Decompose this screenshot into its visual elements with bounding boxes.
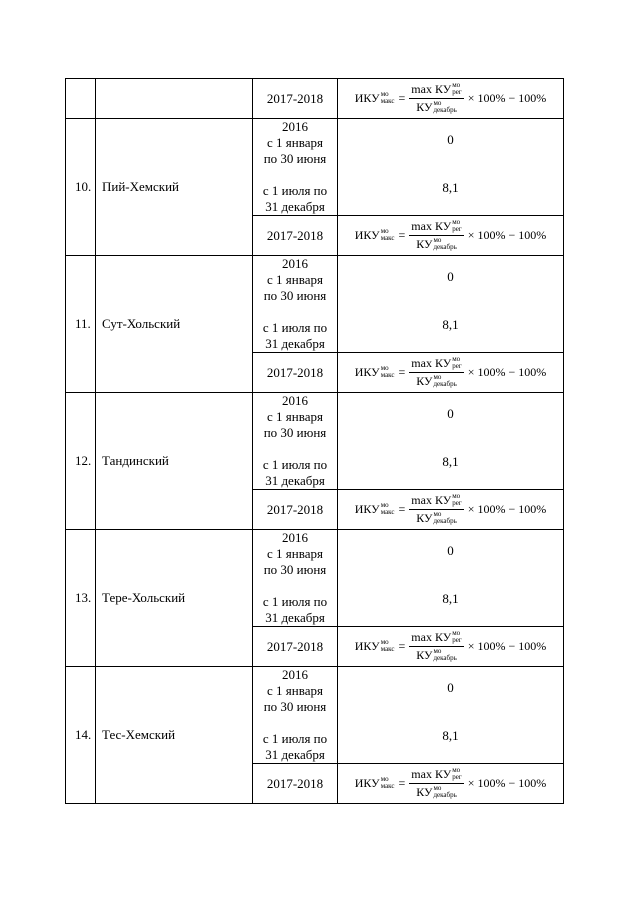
- period-cell: [253, 667, 338, 764]
- formula-denominator-text: КУ: [416, 785, 433, 799]
- formula-denominator-sup: мо: [433, 784, 442, 792]
- formula-denominator-sub: декабрь: [433, 106, 457, 114]
- formula-numerator-sup: мо: [452, 218, 461, 226]
- formula-lhs-indices: [381, 365, 395, 379]
- row-number-cell: [66, 256, 96, 393]
- formula-numerator-sub: рег: [452, 636, 462, 644]
- value-cell: [338, 393, 564, 490]
- formula-lhs: [355, 365, 395, 380]
- max-index-formula: [338, 82, 563, 115]
- formula-denominator-indices: [433, 511, 456, 525]
- formula-fraction: [409, 219, 463, 252]
- value-second-half: 8,1: [442, 180, 459, 195]
- tariff-table-body: [66, 79, 564, 804]
- formula-numerator: [409, 219, 463, 236]
- formula-numerator-indices: [452, 767, 461, 781]
- period-from-line2: по 30 июня: [263, 151, 327, 166]
- formula-fraction: [409, 767, 463, 800]
- year-range-cell: 2017-2018: [253, 764, 338, 804]
- formula-numerator-sup: мо: [452, 492, 461, 500]
- period-from-line1: с 1 января: [267, 409, 323, 424]
- formula-numerator-text: max КУ: [411, 767, 452, 781]
- formula-numerator-indices: [452, 493, 461, 507]
- formula-tail: × 100% − 100%: [467, 639, 547, 653]
- table-row: [66, 256, 564, 353]
- formula-lhs: [355, 228, 395, 243]
- formula-denominator-sup: мо: [433, 647, 442, 655]
- tariff-table: [65, 78, 564, 804]
- formula-numerator-text: max КУ: [411, 630, 452, 644]
- formula-lhs-sup: мо: [380, 638, 389, 646]
- value-first-half: 0: [447, 543, 454, 558]
- formula-numerator: [409, 356, 463, 373]
- formula-numerator: [409, 767, 463, 784]
- row-number-cell: [66, 667, 96, 804]
- year-range-cell: 2017-2018: [253, 490, 338, 530]
- district-name-cell: [96, 119, 253, 256]
- formula-denominator-sup: мо: [433, 373, 442, 381]
- period-from-line1: с 1 января: [267, 272, 323, 287]
- period-from-line1: с 1 января: [267, 683, 323, 698]
- value-cell: [338, 530, 564, 627]
- formula-fraction: [409, 630, 463, 663]
- formula-numerator-sup: мо: [452, 629, 461, 637]
- district-name: Пий-Хемский: [102, 179, 180, 194]
- period-from-line2: по 30 июня: [263, 425, 327, 440]
- row-number-cell: [66, 79, 96, 119]
- formula-denominator-text: КУ: [416, 237, 433, 251]
- period-year: 2016: [282, 530, 308, 545]
- formula-lhs-indices: [381, 502, 395, 516]
- formula-fraction: [409, 493, 463, 526]
- formula-equals: =: [398, 639, 406, 653]
- formula-tail: × 100% − 100%: [467, 502, 547, 516]
- formula-denominator: [416, 99, 457, 115]
- formula-numerator-text: max КУ: [411, 219, 452, 233]
- period-to-line1: с 1 июля по: [262, 731, 328, 746]
- formula-lhs-text: ИКУ: [354, 228, 380, 242]
- period-cell: [253, 256, 338, 353]
- period-to-line2: 31 декабря: [265, 747, 325, 762]
- formula-equals: =: [398, 776, 406, 790]
- period-to-line2: 31 декабря: [265, 610, 325, 625]
- value-second-half: 8,1: [442, 317, 459, 332]
- formula-denominator-indices: [433, 237, 456, 251]
- district-name-cell: [96, 530, 253, 667]
- value-second-half: 8,1: [442, 728, 459, 743]
- table-row: [66, 119, 564, 216]
- period-year: 2016: [282, 667, 308, 682]
- formula-denominator: [416, 373, 457, 389]
- formula-lhs: [355, 502, 395, 517]
- period-to-line2: 31 декабря: [265, 336, 325, 351]
- year-range-cell: 2017-2018: [253, 627, 338, 667]
- formula-denominator-text: КУ: [416, 511, 433, 525]
- value-first-half: 0: [447, 680, 454, 695]
- formula-lhs-sup: мо: [380, 227, 389, 235]
- formula-denominator-text: КУ: [416, 374, 433, 388]
- formula-denominator-indices: [433, 648, 456, 662]
- value-cell: [338, 256, 564, 353]
- formula-numerator-sub: рег: [452, 773, 462, 781]
- formula-cell: [338, 490, 564, 530]
- table-row: [66, 79, 564, 119]
- formula-denominator-text: КУ: [416, 100, 433, 114]
- period-gap: [253, 578, 337, 594]
- year-range-cell: 2017-2018: [253, 216, 338, 256]
- formula-lhs-sub: макс: [380, 97, 395, 105]
- formula-tail: × 100% − 100%: [467, 228, 547, 242]
- formula-cell: [338, 353, 564, 393]
- period-to-line1: с 1 июля по: [262, 183, 328, 198]
- period-year: 2016: [282, 393, 308, 408]
- formula-lhs-sup: мо: [380, 501, 389, 509]
- period-gap: [253, 167, 337, 183]
- formula-equals: =: [398, 502, 406, 516]
- year-range-cell: 2017-2018: [253, 353, 338, 393]
- max-index-formula: [338, 219, 563, 252]
- formula-numerator-indices: [452, 219, 461, 233]
- formula-denominator: [416, 784, 457, 800]
- formula-lhs-sub: макс: [380, 234, 395, 242]
- formula-numerator-sub: рег: [452, 225, 462, 233]
- formula-numerator-text: max КУ: [411, 82, 452, 96]
- value-first-half: 0: [447, 406, 454, 421]
- formula-numerator: [409, 630, 463, 647]
- formula-lhs-sub: макс: [380, 645, 395, 653]
- formula-lhs-sup: мо: [380, 775, 389, 783]
- formula-numerator-indices: [452, 356, 461, 370]
- table-row: [66, 667, 564, 764]
- formula-numerator-indices: [452, 630, 461, 644]
- formula-lhs-indices: [381, 639, 395, 653]
- district-name-cell: [96, 393, 253, 530]
- value-first-half: 0: [447, 269, 454, 284]
- row-number-cell: [66, 530, 96, 667]
- formula-cell: [338, 216, 564, 256]
- period-gap: [253, 441, 337, 457]
- period-from-line2: по 30 июня: [263, 288, 327, 303]
- row-number: 13.: [75, 590, 92, 605]
- formula-lhs-indices: [381, 228, 395, 242]
- formula-denominator: [416, 510, 457, 526]
- period-to-line1: с 1 июля по: [262, 457, 328, 472]
- period-gap: [253, 304, 337, 320]
- formula-denominator-sup: мо: [433, 99, 442, 107]
- formula-lhs: [355, 91, 395, 106]
- formula-lhs-text: ИКУ: [354, 639, 380, 653]
- period-cell: [253, 393, 338, 490]
- formula-equals: =: [398, 228, 406, 242]
- max-index-formula: [338, 630, 563, 663]
- formula-denominator-sub: декабрь: [433, 517, 457, 525]
- formula-lhs-text: ИКУ: [354, 776, 380, 790]
- district-name: Тере-Хольский: [102, 590, 186, 605]
- row-number: 11.: [75, 316, 91, 331]
- formula-denominator-sup: мо: [433, 236, 442, 244]
- formula-cell: [338, 764, 564, 804]
- max-index-formula: [338, 493, 563, 526]
- formula-denominator-sub: декабрь: [433, 243, 457, 251]
- period-to-line2: 31 декабря: [265, 473, 325, 488]
- value-cell: [338, 119, 564, 216]
- formula-lhs-indices: [381, 91, 395, 105]
- formula-cell: [338, 79, 564, 119]
- row-number-cell: [66, 119, 96, 256]
- row-number-cell: [66, 393, 96, 530]
- district-name: Тандинский: [102, 453, 169, 468]
- formula-lhs-text: ИКУ: [354, 91, 380, 105]
- formula-numerator-sub: рег: [452, 88, 462, 96]
- formula-denominator: [416, 647, 457, 663]
- max-index-formula: [338, 356, 563, 389]
- period-from-line2: по 30 июня: [263, 562, 327, 577]
- district-name-cell: [96, 256, 253, 393]
- year-range-cell: 2017-2018: [253, 79, 338, 119]
- formula-denominator-sub: декабрь: [433, 654, 457, 662]
- value-cell: [338, 667, 564, 764]
- formula-denominator-indices: [433, 374, 456, 388]
- formula-numerator-sub: рег: [452, 362, 462, 370]
- formula-lhs: [355, 776, 395, 791]
- period-to-line2: 31 декабря: [265, 199, 325, 214]
- formula-lhs-sub: макс: [380, 371, 395, 379]
- formula-lhs-sub: макс: [380, 508, 395, 516]
- row-number: 14.: [75, 727, 92, 742]
- formula-denominator-sup: мо: [433, 510, 442, 518]
- formula-denominator: [416, 236, 457, 252]
- formula-fraction: [409, 356, 463, 389]
- table-row: [66, 393, 564, 490]
- district-name: Тес-Хемский: [102, 727, 176, 742]
- formula-denominator-indices: [433, 100, 456, 114]
- value-first-half: 0: [447, 132, 454, 147]
- district-name: Сут-Хольский: [102, 316, 181, 331]
- period-gap: [253, 715, 337, 731]
- period-cell: [253, 530, 338, 627]
- formula-tail: × 100% − 100%: [467, 776, 547, 790]
- row-number: 10.: [75, 179, 92, 194]
- formula-numerator: [409, 82, 463, 99]
- formula-cell: [338, 627, 564, 667]
- value-second-half: 8,1: [442, 591, 459, 606]
- formula-denominator-sub: декабрь: [433, 380, 457, 388]
- formula-lhs-sup: мо: [380, 90, 389, 98]
- district-name-cell: [96, 667, 253, 804]
- row-number: 12.: [75, 453, 92, 468]
- period-from-line1: с 1 января: [267, 546, 323, 561]
- district-name-cell: [96, 79, 253, 119]
- max-index-formula: [338, 767, 563, 800]
- period-cell: [253, 119, 338, 216]
- period-to-line1: с 1 июля по: [262, 594, 328, 609]
- formula-denominator-indices: [433, 785, 456, 799]
- formula-numerator-sub: рег: [452, 499, 462, 507]
- period-to-line1: с 1 июля по: [262, 320, 328, 335]
- formula-numerator-sup: мо: [452, 81, 461, 89]
- formula-numerator-indices: [452, 82, 461, 96]
- formula-numerator-text: max КУ: [411, 356, 452, 370]
- formula-denominator-sub: декабрь: [433, 791, 457, 799]
- period-from-line1: с 1 января: [267, 135, 323, 150]
- formula-equals: =: [398, 365, 406, 379]
- formula-tail: × 100% − 100%: [467, 91, 547, 105]
- formula-numerator-sup: мо: [452, 355, 461, 363]
- formula-tail: × 100% − 100%: [467, 365, 547, 379]
- formula-fraction: [409, 82, 463, 115]
- formula-equals: =: [398, 91, 406, 105]
- formula-numerator: [409, 493, 463, 510]
- formula-numerator-text: max КУ: [411, 493, 452, 507]
- formula-lhs-text: ИКУ: [354, 365, 380, 379]
- formula-lhs: [355, 639, 395, 654]
- formula-lhs-sub: макс: [380, 782, 395, 790]
- period-year: 2016: [282, 256, 308, 271]
- formula-lhs-sup: мо: [380, 364, 389, 372]
- period-from-line2: по 30 июня: [263, 699, 327, 714]
- formula-numerator-sup: мо: [452, 766, 461, 774]
- formula-lhs-indices: [381, 776, 395, 790]
- table-row: [66, 530, 564, 627]
- formula-lhs-text: ИКУ: [354, 502, 380, 516]
- formula-denominator-text: КУ: [416, 648, 433, 662]
- period-year: 2016: [282, 119, 308, 134]
- value-second-half: 8,1: [442, 454, 459, 469]
